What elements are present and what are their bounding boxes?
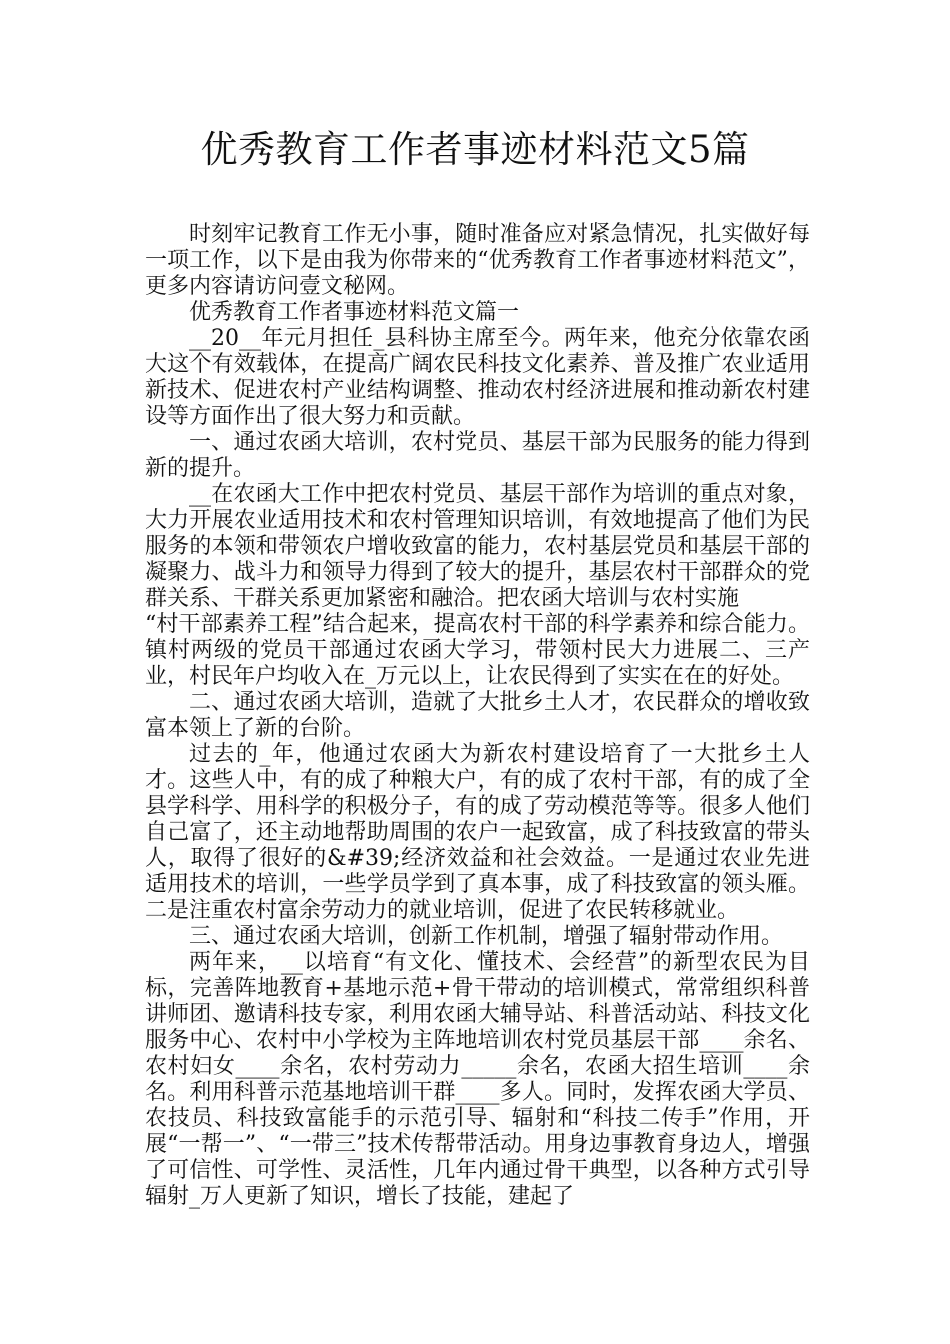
paragraph: 时刻牢记教育工作无小事，随时准备应对紧急情况，扎实做好每一项工作，以下是由我为你带来的“优秀教育工作者事迹材料范文”，更多内容请访问壹文秘网。 [145, 222, 810, 299]
paragraph: 过去的_年，他通过农函大为新农村建设培育了一大批乡土人才。这些人中，有的成了种粮大户，有的成了农村干部，有的成了全县学科学、用科学的积极分子，有的成了劳动模范等等。很多人他们自己富了，还主动地帮助周围的农户一起致富，成了科技致富的带头人，取得了很好的&#39;经济效益和社会效益。一是通过农业先进适用技术的培训，一些学员学到了真本事，成了科技致富的领头雁。二是注重农村富余劳动力的就业培训，促进了农民转移就业。 [145, 742, 810, 923]
section-heading: 二、通过农函大培训，造就了大批乡土人才，农民群众的增收致富本领上了新的台阶。 [145, 690, 810, 741]
document-body [145, 222, 810, 1210]
section-heading: 三、通过农函大培训，创新工作机制，增强了辐射带动作用。 [189, 924, 784, 949]
section-heading: 一、通过农函大培训，农村党员、基层干部为民服务的能力得到新的提升。 [145, 430, 810, 481]
paragraph: “村干部素养工程”结合起来，提高农村干部的科学素养和综合能力。镇村两级的党员干部通过农函大学习，带领村民大力进展二、三产业，村民年户均收入在_万元以上，让农民得到了实实在在的好处。 [145, 612, 810, 689]
paragraph: 两年来，__以培育“有文化、懂技术、会经营”的新型农民为目标，完善阵地教育+基地示范+骨干带动的培训模式，常常组织科普讲师团、邀请科技专家，利用农函大辅导站、科普活动站、科技文化服务中心、农村中小学校为主阵地培训农村党员基层干部____余名、农村妇女____余名，农村劳动力_____余名，农函大招生培训____余名。利用科普示范基地培训干群____多人。同时，发挥农函大学员、农技员、科技致富能手的示范引导、辐射和“科技二传手”作用，开展“一帮一”、“一带三”技术传帮带活动。用身边事教育身边人，增强了可信性、可学性、灵活性，几年内通过骨干典型，以各种方式引导辐射_万人更新了知识，增长了技能，建起了 [145, 950, 810, 1209]
section-heading: 优秀教育工作者事迹材料范文篇一 [189, 300, 520, 325]
document-title: 优秀教育工作者事迹材料范文5篇 [200, 128, 750, 171]
paragraph: __20__年元月担任_县科协主席至今。两年来，他充分依靠农函大这个有效载体，在提高广阔农民科技文化素养、普及推广农业适用新技术、促进农村产业结构调整、推动农村经济进展和推动新农村建设等方面作出了很大努力和贡献。 [145, 326, 810, 429]
paragraph: __在农函大工作中把农村党员、基层干部作为培训的重点对象，大力开展农业适用技术和农村管理知识培训，有效地提高了他们为民服务的本领和带领农户增收致富的能力，农村基层党员和基层干部的凝聚力、战斗力和领导力得到了较大的提升，基层农村干部群众的党群关系、干群关系更加紧密和融洽。把农函大培训与农村实施 [145, 482, 810, 611]
